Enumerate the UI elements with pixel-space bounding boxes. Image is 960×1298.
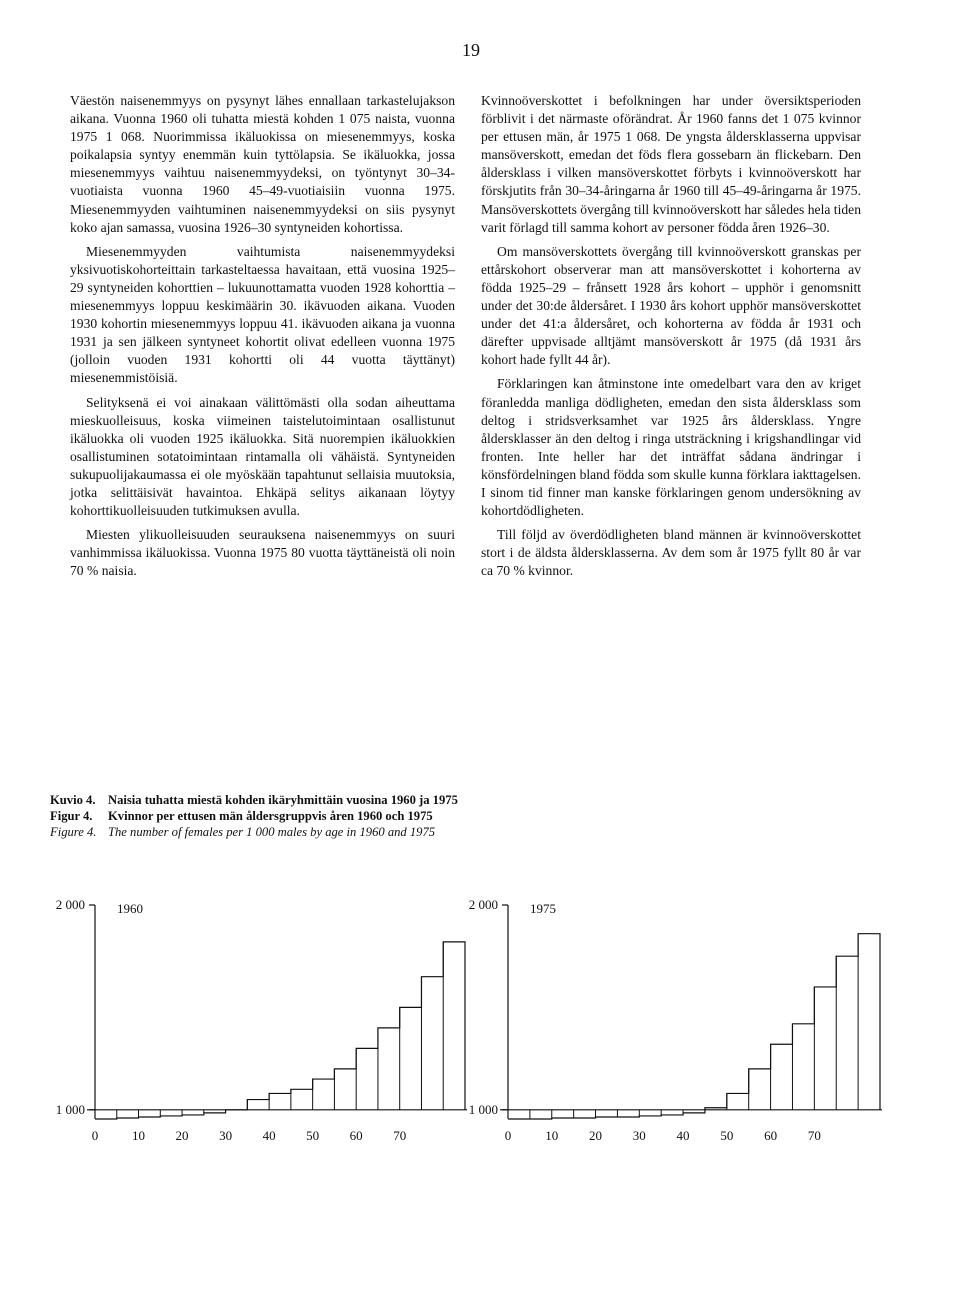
x-tick-label: 40 — [676, 1128, 690, 1143]
chart-title: 1975 — [530, 901, 556, 916]
caption-label: Figur 4. — [50, 809, 93, 823]
y-tick-label: 2 000 — [468, 897, 498, 912]
caption-text: Kvinnor per ettusen män åldersgruppvis åren 1960 och 1975 — [108, 809, 433, 823]
paragraph: Miesenemmyyden vaihtumista naisenemmyydeksi yksivuotiskohorteittain tarkasteltaessa havaitaan, että vuosina 1925–29 syntyneiden kohorttien – lukuunottamatta vuoden 1928 kohorttia – miesenemmyys loppuu keskimäärin 30. ikävuoden aikana. Vuoden 1930 kohortin miesenemmyys loppuu 41. ikävuoden aikana ja vuonna 1931 ja sen jälkeen syntyneet kohortit olivat edelleen vuonna 1975 (jolloin vuoden 1931 kohortti oli 44 vuotta täyttänyt) miesenemmistöisiä. — [70, 243, 455, 386]
histogram-outline — [95, 942, 465, 1119]
x-tick-label: 30 — [632, 1128, 646, 1143]
paragraph: Om mansöverskottets övergång till kvinnoöverskott granskas per ettårskohort observerar man att mansöverskottet i kohorterna av födda 1925–29 – frånsett 1928 års kohort – upphör i genomsnitt under det 30:de åldersåret. I 1930 års kohort upphör mansöverskottet under det 41:a åldersåret, och kohorterna av födda år 1931 och därefter uppvisade alltjämt mansöverskott år 1975 (då 1931 års kohort hade fyllt 44 år). — [481, 243, 861, 368]
x-tick-label: 40 — [262, 1128, 276, 1143]
x-tick-label: 60 — [349, 1128, 363, 1143]
x-tick-label: 60 — [764, 1128, 778, 1143]
paragraph: Förklaringen kan åtminstone inte omedelbart vara den av kriget föranledda manliga dödligheten, emedan den sista åldersklass som deltog i stridsverksamhet var 1925 års åldersklass. Yngre åldersklasser än den deltog i ringa utsträckning i krigshandlingar vid fronten. Inte heller har det inträffat sådana ändringar i könsfördelningen bland födda som skulle kunna förklara iakttagelsen. I sinom tid finner man kanske förklaringen genom undersökning av kohortdödligheten. — [481, 376, 861, 519]
caption-label: Kuvio 4. — [50, 793, 96, 807]
x-tick-label: 20 — [589, 1128, 603, 1143]
page-number: 19 — [462, 40, 480, 60]
x-tick-label: 50 — [720, 1128, 734, 1143]
y-tick-label: 1 000 — [468, 1101, 498, 1117]
caption-text: The number of females per 1 000 males by age in 1960 and 1975 — [108, 825, 436, 839]
x-tick-label: 50 — [306, 1128, 320, 1143]
y-tick-label: 2 000 — [55, 897, 85, 912]
y-tick-label: 1 000 — [55, 1101, 85, 1117]
caption-label: Figure 4. — [50, 825, 97, 839]
paragraph: Miesten ylikuolleisuuden seurauksena naisenemmyys on suuri vanhimmissa ikäluokissa. Vuonna 1975 80 vuotta täyttäneistä oli noin 70 % naisia. — [70, 527, 455, 579]
x-tick-label: 0 — [91, 1128, 99, 1143]
caption-text: Naisia tuhatta miestä kohden ikäryhmittäin vuosina 1960 ja 1975 — [108, 793, 458, 807]
x-tick-label: 10 — [132, 1128, 146, 1143]
paragraph: Selityksenä ei voi ainakaan välittömästi olla sodan aiheuttama mieskuolleisuus, koska viimeinen taistelutoimintaan osallistunut ikäluokka oli vuoden 1925 ikäluokka. Sitä nuorempien ikäluokkien osallistuminen sotatoimintaan rintamalla oli vähäistä. Syntyneiden sukupuolijakaumassa ei ole myöskään tapahtunut sellaisia muutoksia, jotka selittäisivät havaintoa. Ehkäpä selitys aikanaan löytyy kohorttikuolleisuuden tutkimuksen avulla. — [70, 394, 455, 519]
x-tick-label: 0 — [504, 1128, 512, 1143]
x-tick-label: 70 — [807, 1128, 821, 1143]
paragraph: Till följd av överdödligheten bland männen är kvinnoöverskottet stort i de äldsta åldersklasserna. Av dem som år 1975 fyllt 80 år var ca 70 % kvinnor. — [481, 527, 861, 579]
paragraph: Kvinnoöverskottet i befolkningen har under översiktsperioden förblivit i det närmaste oförändrat. År 1960 fanns det 1 075 kvinnor per ettusen män, år 1975 1 068. De yngsta åldersklasserna uppvisar mansöverskott, emedan det föds flera gossebarn än flickebarn. Den åldersklass i vilken mansöverskottet förbyts i kvinnoöverskott har förskjutits från 30–34-åringarna år 1960 till 45–49-åringarna år 1975. Mansöverskottets övergång till kvinnoöverskott har således hela tiden varit förlagd till samma kohort av personer födda åren 1926–30. — [481, 93, 861, 235]
chart-title: 1960 — [117, 901, 143, 916]
x-tick-label: 10 — [545, 1128, 559, 1143]
x-tick-label: 30 — [219, 1128, 233, 1143]
paragraph: Väestön naisenemmyys on pysynyt lähes ennallaan tarkastelujakson aikana. Vuonna 1960 oli tuhatta miestä kohden 1 075 naista, vuonna 1975 1 068. Nuorimmissa ikäluokissa on miesenemmyys, koska poikalapsia syntyy enemmän kuin tyttölapsia. Se ikäluokka, jossa miesenemmyys vaihtuu naisenemmyydeksi, on työntynyt 30–34-vuotiaista vuonna 1960 45–49-vuotiaisiin vuonna 1975. Miesenemmyyden vaihtuminen naisenemmyydeksi on siis pysynyt koko ajan samassa, vuosina 1926–30 syntyneiden kohortissa. — [70, 93, 455, 235]
x-tick-label: 70 — [393, 1128, 407, 1143]
x-tick-label: 20 — [175, 1128, 189, 1143]
histogram-outline — [508, 934, 880, 1119]
